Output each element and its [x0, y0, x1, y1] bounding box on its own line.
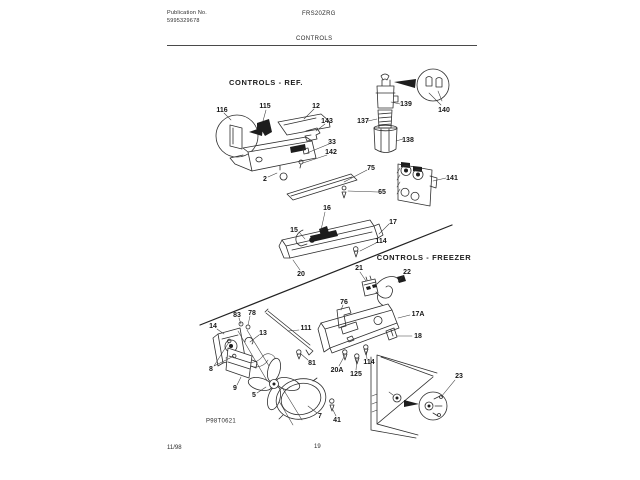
socket-wire	[389, 392, 393, 395]
solenoid-core	[404, 169, 408, 173]
part-label-17a: 17A	[411, 310, 425, 318]
part-label-22: 22	[403, 268, 411, 276]
magnifier-arrow	[404, 400, 419, 407]
magnifier-circle-140	[417, 69, 449, 101]
page-heading: CONTROLS	[296, 36, 333, 42]
part-label-114-ref: 114	[375, 237, 387, 245]
hub-shaft	[273, 383, 276, 386]
model-number: FRS20ZRG	[302, 11, 336, 17]
part-label-33: 33	[328, 138, 336, 146]
part-label-139: 139	[400, 100, 412, 108]
cover-panel	[287, 174, 357, 200]
freezer-switch-assembly	[362, 275, 406, 306]
part-label-14: 14	[209, 322, 217, 330]
publication-label: Publication No.	[167, 10, 207, 16]
publication-number: 5995329678	[167, 17, 200, 24]
magnifier-circle	[216, 115, 258, 157]
page-number: 19	[314, 444, 321, 450]
part-label-111: 111	[300, 324, 312, 332]
cup-138	[374, 128, 397, 153]
housing-body	[321, 304, 397, 348]
part-label-15: 15	[290, 226, 298, 234]
tube	[265, 309, 313, 355]
part-label-2: 2	[263, 175, 267, 183]
wall-hatch	[372, 394, 377, 412]
part-label-76: 76	[340, 298, 348, 306]
part-label-143: 143	[321, 117, 333, 125]
part-label-23: 23	[455, 372, 463, 380]
socket-center-detail	[428, 405, 431, 408]
freezer-control-housing-17a	[297, 304, 399, 364]
part-label-8: 8	[209, 365, 213, 373]
footer-date: 11/98	[167, 445, 182, 451]
part-label-20a: 20A	[330, 366, 344, 374]
part-label-13: 13	[259, 329, 267, 337]
part-label-125: 125	[350, 370, 362, 378]
screw-65	[342, 186, 346, 198]
magnifier-arrow	[394, 79, 416, 88]
part-label-137: 137	[357, 117, 369, 125]
solenoid-core	[416, 173, 420, 177]
part-label-41: 41	[333, 416, 341, 424]
part-label-114-frz: 114	[363, 358, 375, 366]
knob-18	[386, 328, 397, 340]
part-label-138: 138	[402, 136, 414, 144]
part-label-83: 83	[233, 311, 241, 319]
part-label-116: 116	[216, 106, 228, 114]
part-label-78: 78	[248, 309, 256, 317]
part-label-17: 17	[389, 218, 397, 226]
ref-section-title: CONTROLS - REF.	[229, 77, 303, 87]
capillary-tube-111	[265, 309, 313, 355]
grommet	[309, 237, 315, 243]
screw-114	[353, 247, 358, 257]
part-label-81: 81	[308, 359, 316, 367]
thermostat-shaft	[229, 344, 233, 348]
housing-body	[282, 220, 378, 258]
part-label-21: 21	[355, 264, 363, 272]
part-label-142: 142	[325, 148, 337, 156]
freezer-corner-lamp-23	[371, 355, 447, 438]
part-label-141: 141	[446, 174, 458, 182]
wire-harness-22	[376, 277, 399, 306]
water-valve-assembly-dual-141	[397, 162, 437, 206]
ref-control-housing	[279, 220, 383, 258]
part-label-9: 9	[233, 384, 237, 392]
part-label-5: 5	[252, 391, 256, 399]
part-label-20: 20	[297, 270, 305, 278]
part-label-65: 65	[378, 188, 386, 196]
part-label-115: 115	[259, 102, 271, 110]
part-label-7: 7	[318, 412, 322, 420]
part-label-12: 12	[312, 102, 320, 110]
socket-center	[396, 397, 399, 400]
freezer-section-title: CONTROLS - FREEZER	[376, 252, 472, 262]
part-label-140: 140	[438, 106, 450, 114]
part-label-18: 18	[414, 332, 422, 340]
part-label-75: 75	[367, 164, 375, 172]
part-label-16: 16	[323, 204, 331, 212]
diagram-code: P98T0621	[205, 418, 237, 425]
control-cover-75	[287, 174, 357, 200]
